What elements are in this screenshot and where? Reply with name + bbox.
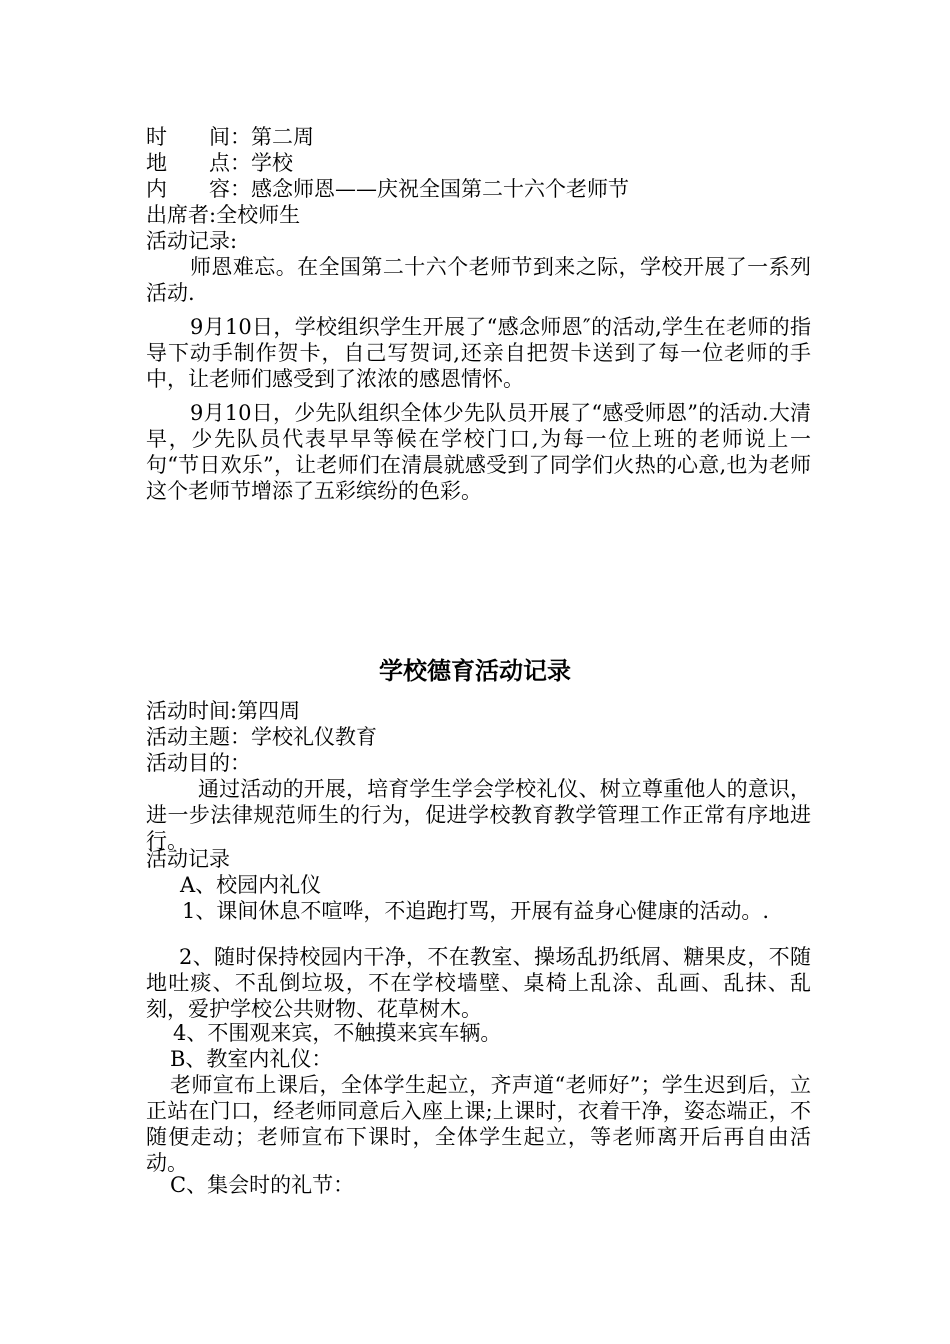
activity-theme: 活动主题：学校礼仪教育 <box>146 725 377 749</box>
heading-classroom-etiquette: B、教室内礼仪： <box>170 1047 333 1071</box>
paragraph-card-activity: 9月10日，学校组织学生开展了“感念师恩″的活动,学生在老师的指导下动手制作贺卡，自己写贺词,还亲自把贺卡送到了每一位老师的手中，让老师们感受到了浓浓的感恩情怀。 <box>146 315 811 391</box>
meeting-attendees: 出席者:全校师生 <box>146 203 301 227</box>
classroom-etiquette-text: 老师宣布上课后，全体学生起立，齐声道“老师好”；学生迟到后，立正站在门口，经老师同意后入座上课;上课时，衣着干净，姿态端正，不随便走动；老师宣布下课时，全体学生起立，等老师离开后再自由活动。 <box>146 1073 811 1175</box>
rule-item-2: 2、随时保持校园内干净，不在教室、操场乱扔纸屑、糖果皮，不随地吐痰、不乱倒垃圾，不在学校墙壁、桌椅上乱涂、乱画、乱抹、乱刻，爱护学校公共财物、花草树木。 <box>146 945 811 1021</box>
activity-record-label: 活动记录 <box>146 847 230 871</box>
meeting-content: 内 容：感念师恩——庆祝全国第二十六个老师节 <box>146 177 629 201</box>
rule-item-4: 4、不围观来宾，不触摸来宾车辆。 <box>173 1021 502 1045</box>
activity-time: 活动时间:第四周 <box>146 699 301 723</box>
heading-campus-etiquette: A、校园内礼仪 <box>180 873 322 897</box>
record-label: 活动记录: <box>146 229 238 253</box>
paragraph-greeting-activity: 9月10日，少先队组织全体少先队员开展了“感受师恩”的活动.大清早，少先队员代表早早等候在学校门口,为每一位上班的老师说上一句“节日欢乐”，让老师们在清晨就感受到了同学们火热的心意,也为老师这个老师节增添了五彩缤纷的色彩。 <box>146 401 811 503</box>
meeting-place: 地 点：学校 <box>146 151 293 175</box>
rule-item-1: 1、课间休息不喧哗，不追跑打骂，开展有益身心健康的活动。. <box>182 899 770 923</box>
activity-purpose: 通过活动的开展，培育学生学会学校礼仪、树立尊重他人的意识，进一步法律规范师生的行为，促进学校教育教学管理工作正常有序地进行。 <box>146 777 811 853</box>
section-title: 学校德育活动记录 <box>379 657 571 685</box>
meeting-time: 时 间：第二周 <box>146 125 314 149</box>
paragraph-intro: 师恩难忘。在全国第二十六个老师节到来之际，学校开展了一系列活动. <box>146 255 811 305</box>
heading-assembly-etiquette: C、集会时的礼节： <box>170 1173 355 1197</box>
activity-purpose-label: 活动目的： <box>146 751 251 775</box>
